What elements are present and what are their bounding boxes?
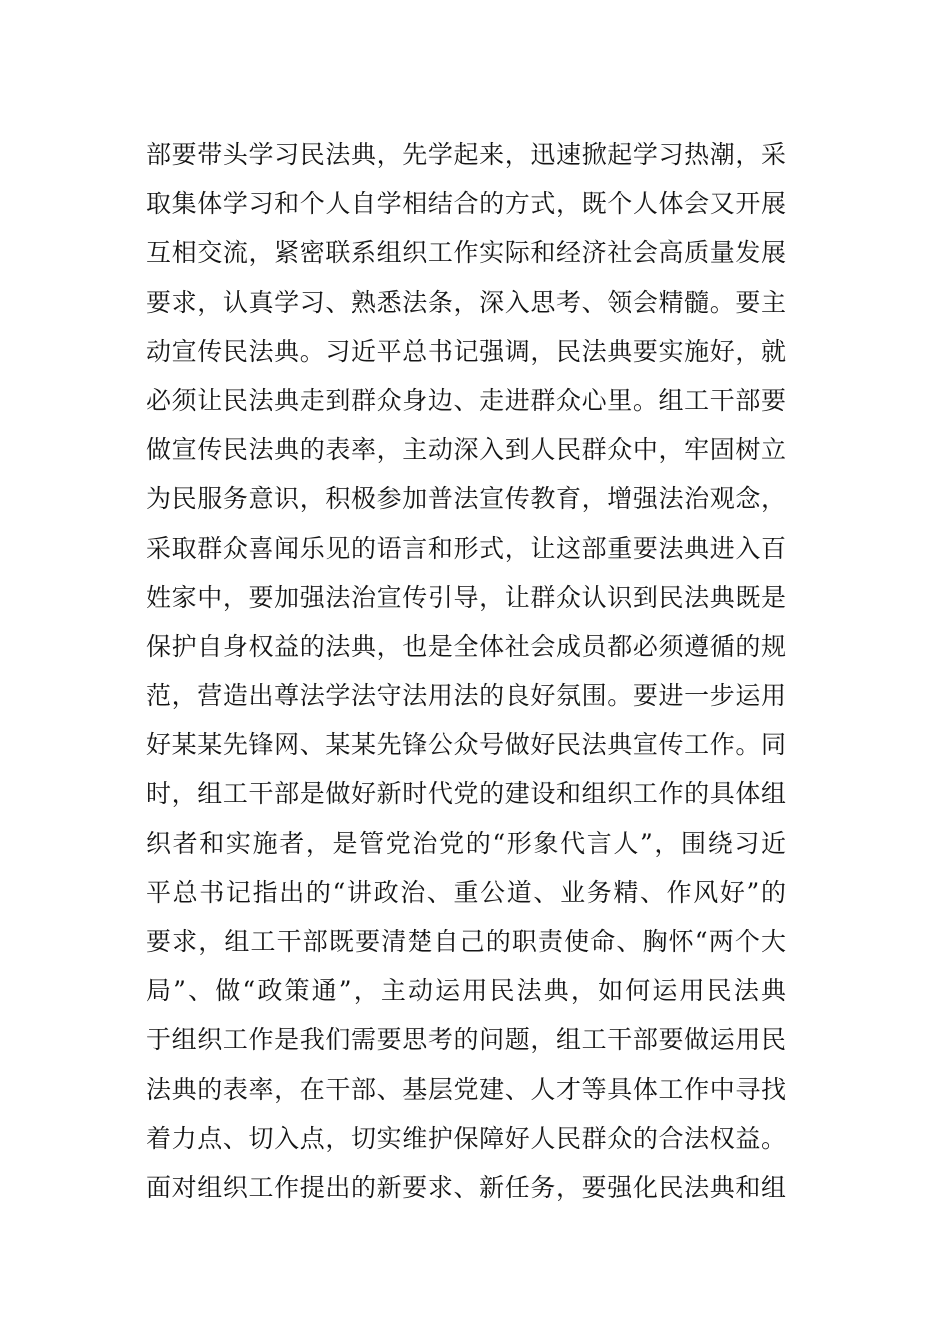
text-line: 做宣传民法典的表率，主动深入到人民群众中，牢固树立 bbox=[146, 435, 786, 465]
text-line: 姓家中，要加强法治宣传引导，让群众认识到民法典既是 bbox=[146, 582, 786, 612]
text-line: 部要带头学习民法典，先学起来，迅速掀起学习热潮，采 bbox=[146, 140, 786, 169]
text-line: 为民服务意识，积极参加普法宣传教育，增强法治观念， bbox=[146, 484, 786, 514]
text-line: 要求，认真学习、熟悉法条，深入思考、领会精髓。要主 bbox=[146, 287, 786, 317]
text-line: 动宣传民法典。习近平总书记强调，民法典要实施好，就 bbox=[146, 336, 786, 366]
text-line: 法典的表率，在干部、基层党建、人才等具体工作中寻找 bbox=[146, 1074, 786, 1104]
text-line: 平总书记指出的“讲政治、重公道、业务精、作风好”的 bbox=[146, 877, 786, 907]
text-line: 取集体学习和个人自学相结合的方式，既个人体会又开展 bbox=[146, 189, 786, 219]
text-line: 局”、做“政策通”，主动运用民法典，如何运用民法典 bbox=[146, 976, 786, 1006]
text-line: 互相交流，紧密联系组织工作实际和经济社会高质量发展 bbox=[146, 238, 786, 268]
text-line: 必须让民法典走到群众身边、走进群众心里。组工干部要 bbox=[146, 385, 786, 415]
text-line: 织者和实施者，是管党治党的“形象代言人”，围绕习近 bbox=[146, 828, 786, 858]
text-line: 面对组织工作提出的新要求、新任务，要强化民法典和组 bbox=[146, 1172, 786, 1202]
text-line: 保护自身权益的法典，也是全体社会成员都必须遵循的规 bbox=[146, 631, 786, 661]
text-line: 于组织工作是我们需要思考的问题，组工干部要做运用民 bbox=[146, 1025, 786, 1055]
text-line: 采取群众喜闻乐见的语言和形式，让这部重要法典进入百 bbox=[146, 533, 786, 563]
text-line: 好某某先锋网、某某先锋公众号做好民法典宣传工作。同 bbox=[146, 730, 786, 760]
text-line: 要求，组工干部既要清楚自己的职责使命、胸怀“两个大 bbox=[146, 927, 786, 956]
body-paragraph bbox=[146, 130, 786, 1212]
text-line: 范，营造出尊法学法守法用法的良好氛围。要进一步运用 bbox=[146, 681, 786, 711]
text-line: 时，组工干部是做好新时代党的建设和组织工作的具体组 bbox=[146, 779, 786, 809]
text-line: 着力点、切入点，切实维护保障好人民群众的合法权益。 bbox=[146, 1123, 786, 1153]
